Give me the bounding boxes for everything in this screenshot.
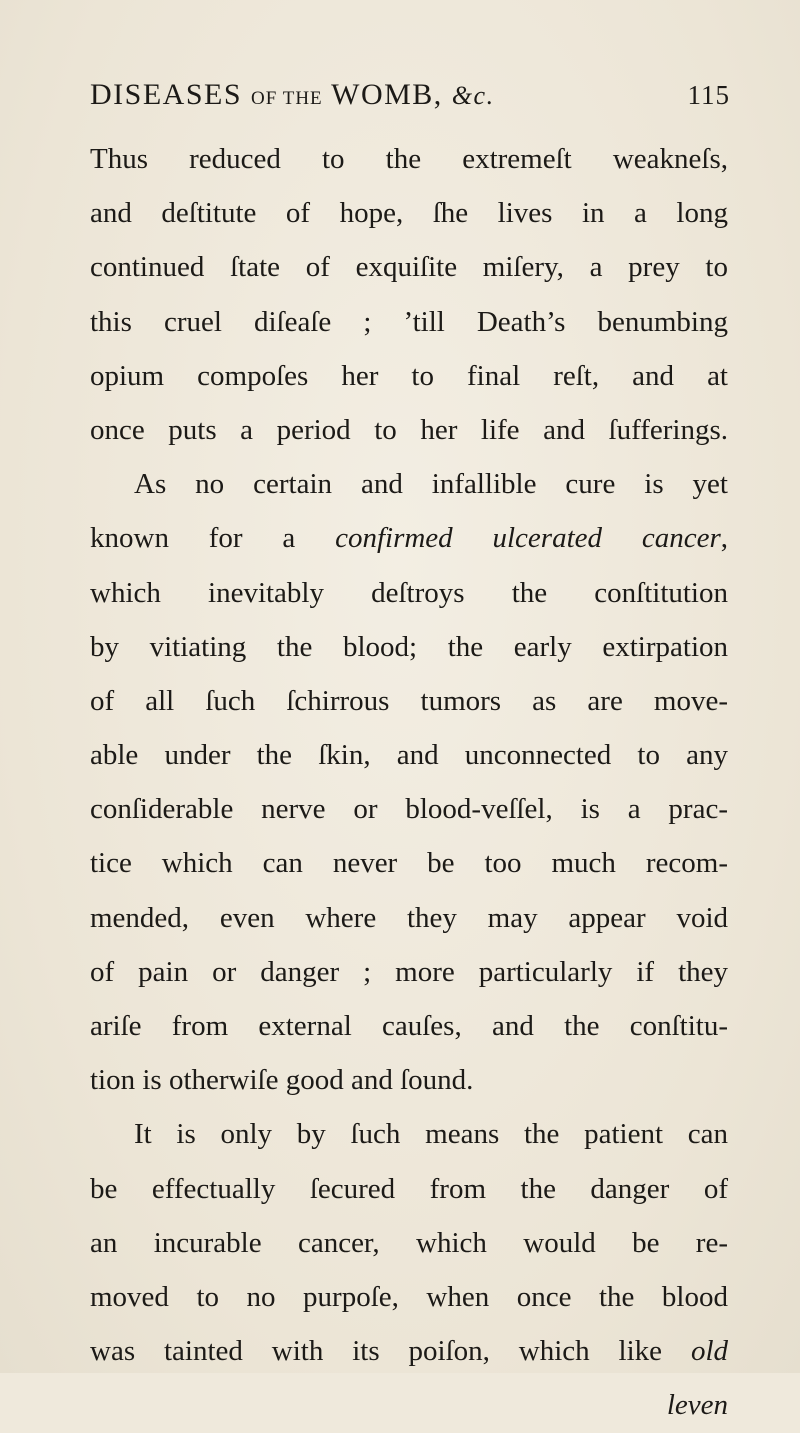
- text-line: which inevitably deſtroys the conſtitution: [90, 576, 728, 609]
- text-run: known for a: [90, 522, 336, 555]
- text-line: conſiderable nerve or blood-veſſel, is a prac-: [90, 793, 728, 826]
- running-title: [90, 78, 495, 112]
- text-line: As no certain and infallible cure is yet: [134, 468, 728, 501]
- running-title-etc: &c.: [451, 81, 495, 110]
- text-line: tice which can never be too much recom-: [90, 847, 728, 880]
- text-line: this cruel diſeaſe ; ’till Death’s benumbing: [90, 305, 728, 338]
- page-number: 115: [687, 80, 730, 110]
- text-run: was tainted with its poiſon, which like: [90, 1335, 691, 1368]
- text-line: able under the ſkin, and unconnected to any: [90, 739, 728, 772]
- running-title-womb: WOMB,: [331, 78, 443, 111]
- text-line: of pain or danger ; more particularly if they: [90, 955, 728, 988]
- text-line: tion is otherwiſe good and ſound.: [90, 1064, 474, 1097]
- text-line: Thus reduced to the extremeſt weakneſs,: [90, 143, 728, 175]
- text-line: moved to no purpoſe, when once the blood: [90, 1280, 728, 1313]
- italic-phrase: confirmed ulcerated cancer: [335, 522, 721, 555]
- text-line: once puts a period to her life and ſufferings.: [90, 413, 728, 446]
- running-title-of-the: OF THE: [251, 88, 323, 109]
- italic-phrase: old: [690, 1335, 728, 1368]
- running-title-main: DISEASES: [90, 78, 243, 111]
- text-line: and deſtitute of hope, ſhe lives in a long: [90, 197, 728, 230]
- text-line: [90, 1324, 728, 1378]
- text-line: opium compoſes her to final reſt, and at: [90, 359, 728, 392]
- text-line: It is only by ſuch means the patient can: [134, 1118, 728, 1151]
- body-text: [90, 132, 728, 1433]
- running-head: [90, 78, 730, 118]
- text-line: continued ſtate of exquiſite miſery, a prey to: [90, 251, 728, 284]
- text-line: mended, even where they may appear void: [90, 901, 728, 934]
- text-line: of all ſuch ſchirrous tumors as are move-: [90, 684, 728, 717]
- text-line: [90, 511, 728, 565]
- text-line: an incurable cancer, which would be re-: [90, 1226, 728, 1259]
- text-line: by vitiating the blood; the early extirpation: [90, 630, 728, 663]
- catchword: leven: [666, 1389, 728, 1422]
- text-line: ariſe from external cauſes, and the conſtitu-: [90, 1010, 728, 1042]
- text-run: ,: [720, 522, 728, 555]
- text-line: be effectually ſecured from the danger of: [90, 1172, 728, 1205]
